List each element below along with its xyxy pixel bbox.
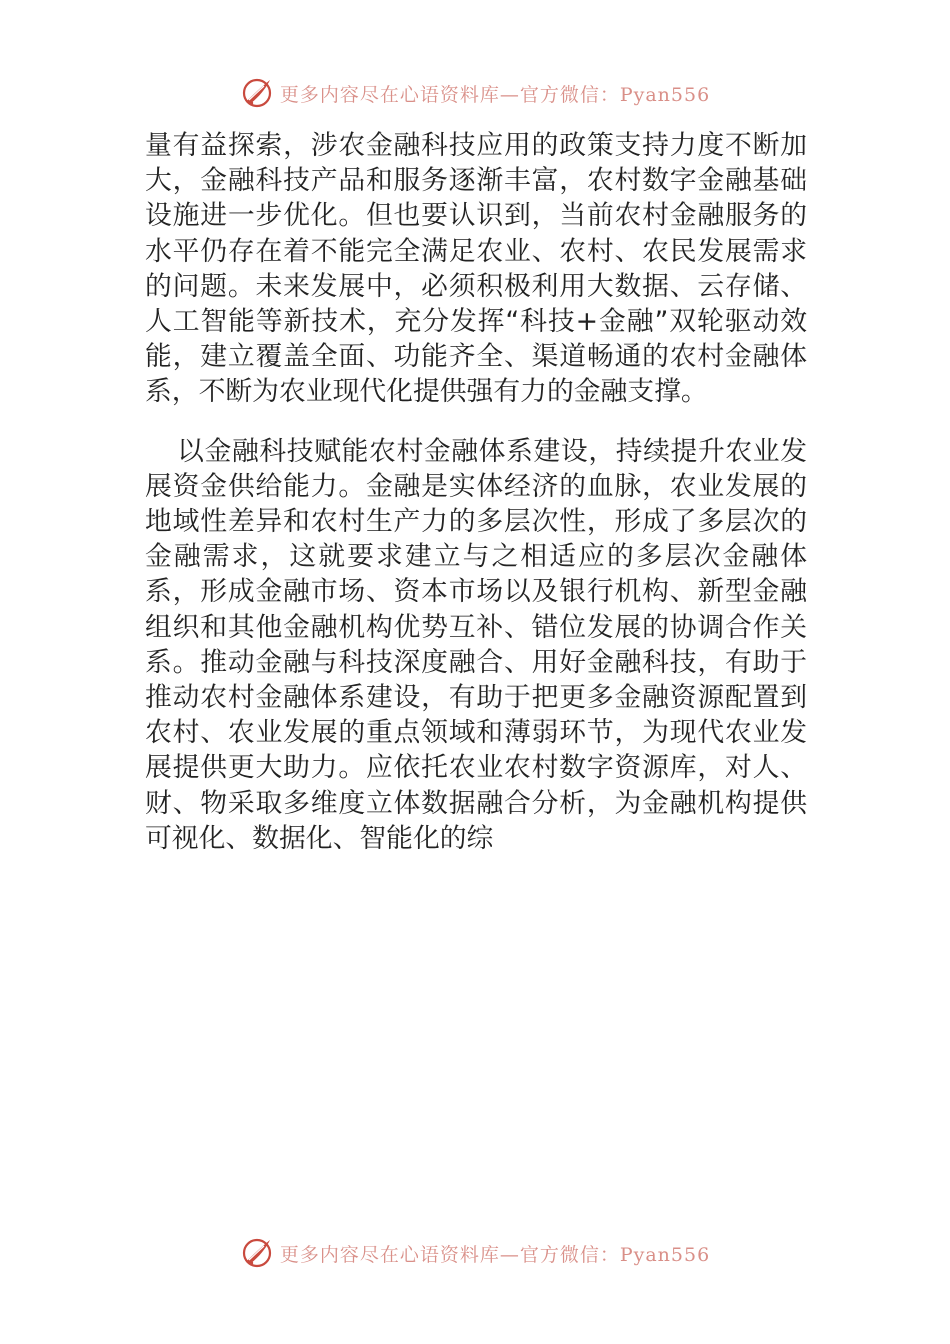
document-body (145, 128, 807, 856)
quill-seal-icon (240, 1236, 274, 1270)
header-watermark (0, 73, 950, 113)
quill-seal-icon (240, 76, 274, 110)
paragraph-1: 量有益探索，涉农金融科技应用的政策支持力度不断加大，金融科技产品和服务逐渐丰富，农村数字金融基础设施进一步优化。但也要认识到，当前农村金融服务的水平仍存在着不能完全满足农业、农村、农民发展需求的问题。未来发展中，必须积极利用大数据、云存储、人工智能等新技术，充分发挥“科技+金融”双轮驱动效能，建立覆盖全面、功能齐全、渠道畅通的农村金融体系，不断为农业现代化提供强有力的金融支撑。 (145, 130, 807, 408)
paragraph-2: 以金融科技赋能农村金融体系建设，持续提升农业发展资金供给能力。金融是实体经济的血脉，农业发展的地域性差异和农村生产力的多层次性，形成了多层次的金融需求，这就要求建立与之相适应的多层次金融体系，形成金融市场、资本市场以及银行机构、新型金融组织和其他金融机构优势互补、错位发展的协调合作关系。推动金融与科技深度融合、用好金融科技，有助于推动农村金融体系建设，有助于把更多金融资源配置到农村、农业发展的重点领域和薄弱环节，为现代农业发展提供更大助力。应依托农业农村数字资源库，对人、财、物采取多维度立体数据融合分析，为金融机构提供可视化、数据化、智能化的综 (145, 435, 807, 854)
footer-watermark (0, 1233, 950, 1273)
watermark-text: 更多内容尽在心语资料库—官方微信：Pyan556 (279, 83, 711, 106)
watermark-text: 更多内容尽在心语资料库—官方微信：Pyan556 (279, 1243, 711, 1266)
